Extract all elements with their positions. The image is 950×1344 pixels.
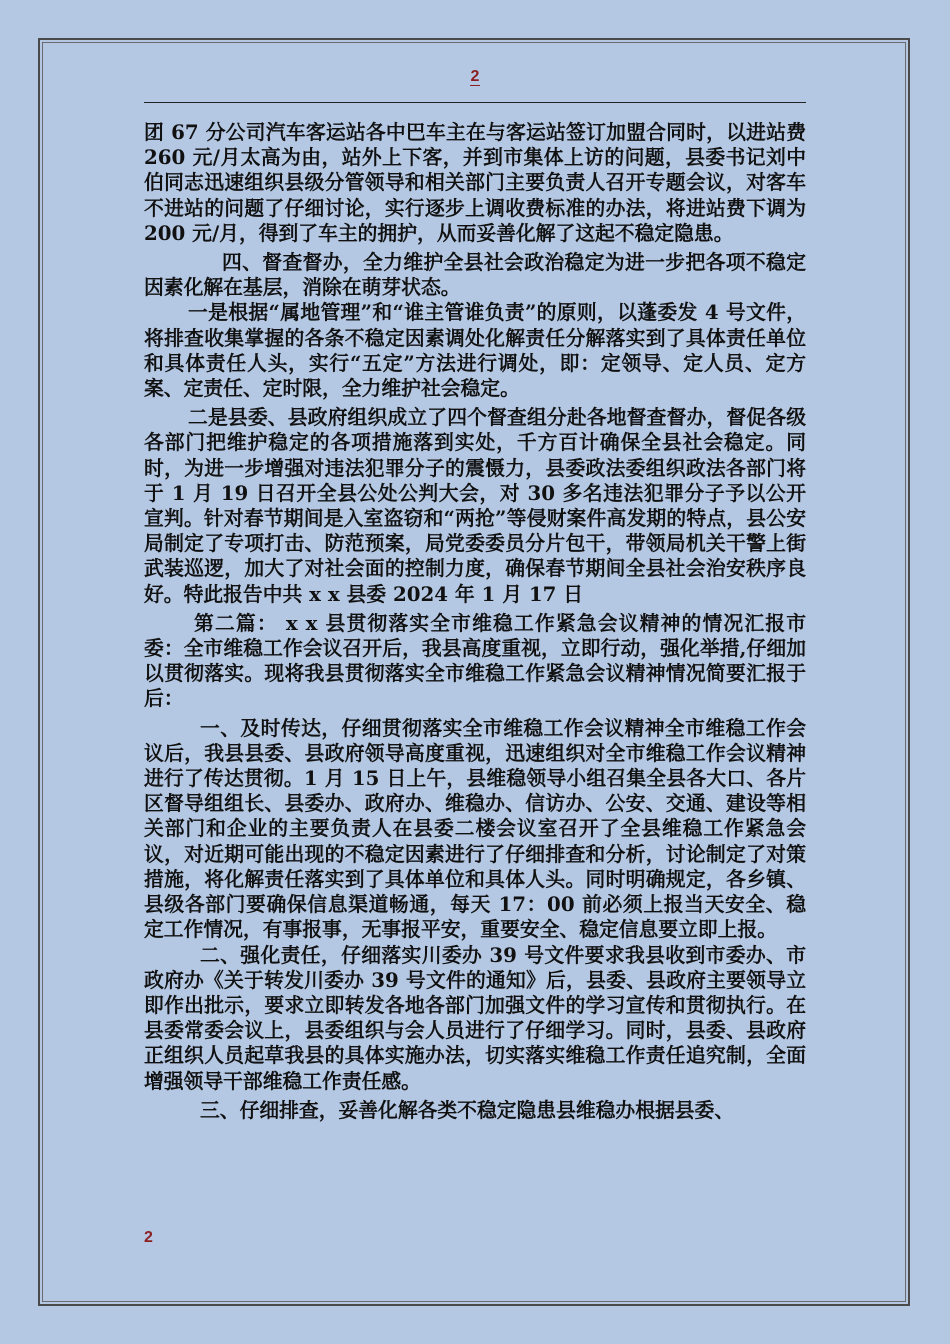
paragraph: 团 67 分公司汽车客运站各中巴车主在与客运站签订加盟合同时，以进站费 260 元/月太高为由，站外上下客，并到市集体上访的问题，县委书记刘中伯同志迅速组织县级分管领导和相关部门主要负责人召开专题会议，对客车不进站的问题了仔细讨论，实行逐步上调收费标准的办法，将进站费下调为 200 元/月，得到了车主的拥护，从而妥善化解了这起不稳定隐患。 <box>144 120 806 245</box>
header-rule <box>144 102 806 103</box>
document-body <box>144 120 806 1123</box>
header-page-number-text: 2 <box>470 68 480 85</box>
paragraph: 一、及时传达，仔细贯彻落实全市维稳工作会议精神全市维稳工作会议后，我县县委、县政府领导高度重视，迅速组织对全市维稳工作会议精神进行了传达贯彻。1 月 15 日上午，县维稳领导小组召集全县各大口、各片区督导组组长、县委办、政府办、维稳办、信访办、公安、交通、建设等相关部门和企业的主要负责人在县委二楼会议室召开了全县维稳工作紧急会议，对近期可能出现的不稳定因素进行了仔细排查和分析，讨论制定了对策措施，将化解责任落实到了具体单位和具体人头。同时明确规定，各乡镇、县级各部门要确保信息渠道畅通，每天 17：00 前必须上报当天安全、稳定工作情况，有事报事，无事报平安，重要安全、稳定信息要立即上报。 <box>144 715 806 942</box>
paragraph: 二是县委、县政府组织成立了四个督查组分赴各地督查督办，督促各级各部门把维护稳定的各项措施落到实处，千方百计确保全县社会稳定。同时，为进一步增强对违法犯罪分子的震慑力，县委政法委组织政法各部门将于 1 月 19 日召开全县公处公判大会，对 30 多名违法犯罪分子予以公开宣判。针对春节期间是入室盗窃和“两抢”等侵财案件高发期的特点，县公安局制定了专项打击、防范预案，局党委委员分片包干，带领局机关干警上街武装巡逻，加大了对社会面的控制力度，确保春节期间全县社会治安秩序良好。特此报告中共 x x 县委 2024 年 1 月 17 日 <box>144 405 806 606</box>
paragraph: 四、督查督办，全力维护全县社会政治稳定为进一步把各项不稳定因素化解在基层，消除在萌芽状态。 <box>144 250 806 300</box>
paragraph: 第二篇： x x 县贯彻落实全市维稳工作紧急会议精神的情况汇报市委：全市维稳工作会议召开后，我县高度重视，立即行动，强化举措,仔细加以贯彻落实。现将我县贯彻落实全市维稳工作紧急会议精神情况简要汇报于后： <box>144 610 806 711</box>
header-page-number <box>0 68 950 86</box>
paragraph: 三、仔细排查，妥善化解各类不稳定隐患县维稳办根据县委、 <box>200 1097 735 1122</box>
footer-page-number: 2 <box>144 1229 153 1246</box>
paragraph: 二、强化责任，仔细落实川委办 39 号文件要求我县收到市委办、市政府办《关于转发川委办 39 号文件的通知》后，县委、县政府主要领导立即作出批示，要求立即转发各地各部门加强文件的学习宣传和贯彻执行。在县委常委会议上，县委组织与会人员进行了仔细学习。同时，县委、县政府正组织人员起草我县的具体实施办法，切实落实维稳工作责任追究制，全面增强领导干部维稳工作责任感。 <box>144 942 806 1093</box>
paragraph: 一是根据“属地管理”和“谁主管谁负责”的原则，以蓬委发 4 号文件，将排查收集掌握的各条不稳定因素调处化解责任分解落实到了具体责任单位和具体责任人头，实行“五定”方法进行调处，即：定领导、定人员、定方案、定责任、定时限，全力维护社会稳定。 <box>144 300 806 401</box>
